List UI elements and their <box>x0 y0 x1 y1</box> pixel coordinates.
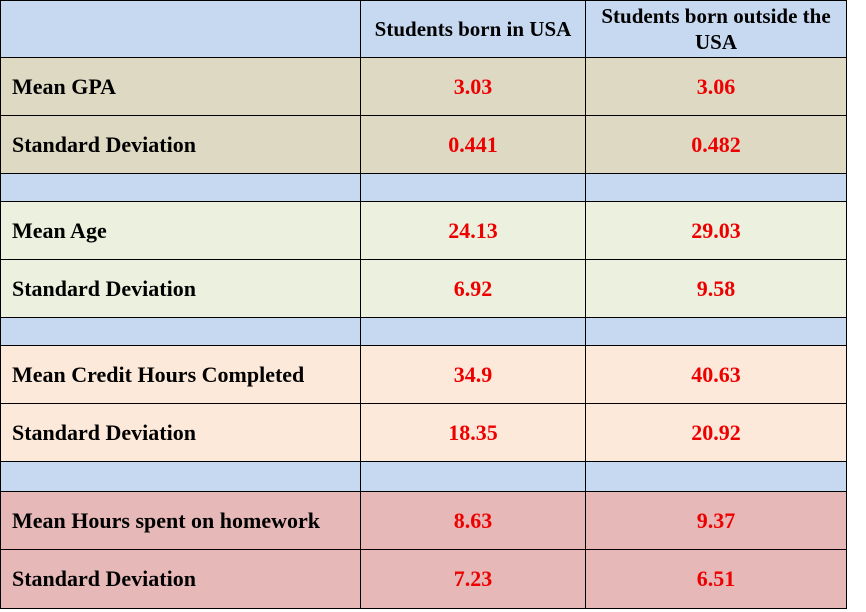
table-row <box>1 260 847 318</box>
spacer-cell <box>361 174 586 202</box>
spacer-row <box>1 462 847 492</box>
header-cell-usa: Students born in USA <box>361 1 586 58</box>
table-row <box>1 346 847 404</box>
table-row <box>1 492 847 550</box>
table-row <box>1 116 847 174</box>
row-label: Standard Deviation <box>1 550 361 609</box>
value-usa: 8.63 <box>361 492 586 550</box>
value-usa: 18.35 <box>361 404 586 462</box>
table-row <box>1 202 847 260</box>
value-usa: 6.92 <box>361 260 586 318</box>
spacer-cell <box>586 174 847 202</box>
value-outside: 3.06 <box>586 58 847 116</box>
spacer-cell <box>361 462 586 492</box>
spacer-cell <box>361 318 586 346</box>
value-usa: 7.23 <box>361 550 586 609</box>
value-outside: 40.63 <box>586 346 847 404</box>
row-label: Standard Deviation <box>1 404 361 462</box>
spacer-cell <box>1 174 361 202</box>
spacer-cell <box>1 318 361 346</box>
value-outside: 20.92 <box>586 404 847 462</box>
row-label: Mean Hours spent on homework <box>1 492 361 550</box>
row-label: Mean Credit Hours Completed <box>1 346 361 404</box>
table-row <box>1 58 847 116</box>
header-row <box>1 1 847 58</box>
header-cell-blank <box>1 1 361 58</box>
value-outside: 0.482 <box>586 116 847 174</box>
value-outside: 6.51 <box>586 550 847 609</box>
row-label: Standard Deviation <box>1 116 361 174</box>
row-label: Standard Deviation <box>1 260 361 318</box>
table-row <box>1 550 847 609</box>
spacer-row <box>1 318 847 346</box>
value-usa: 0.441 <box>361 116 586 174</box>
value-outside: 9.37 <box>586 492 847 550</box>
spacer-cell <box>586 462 847 492</box>
value-usa: 3.03 <box>361 58 586 116</box>
row-label: Mean Age <box>1 202 361 260</box>
value-usa: 34.9 <box>361 346 586 404</box>
spacer-cell <box>1 462 361 492</box>
value-usa: 24.13 <box>361 202 586 260</box>
row-label: Mean GPA <box>1 58 361 116</box>
spacer-cell <box>586 318 847 346</box>
header-cell-outside: Students born outside the USA <box>586 1 847 58</box>
spacer-row <box>1 174 847 202</box>
value-outside: 9.58 <box>586 260 847 318</box>
value-outside: 29.03 <box>586 202 847 260</box>
table-row <box>1 404 847 462</box>
